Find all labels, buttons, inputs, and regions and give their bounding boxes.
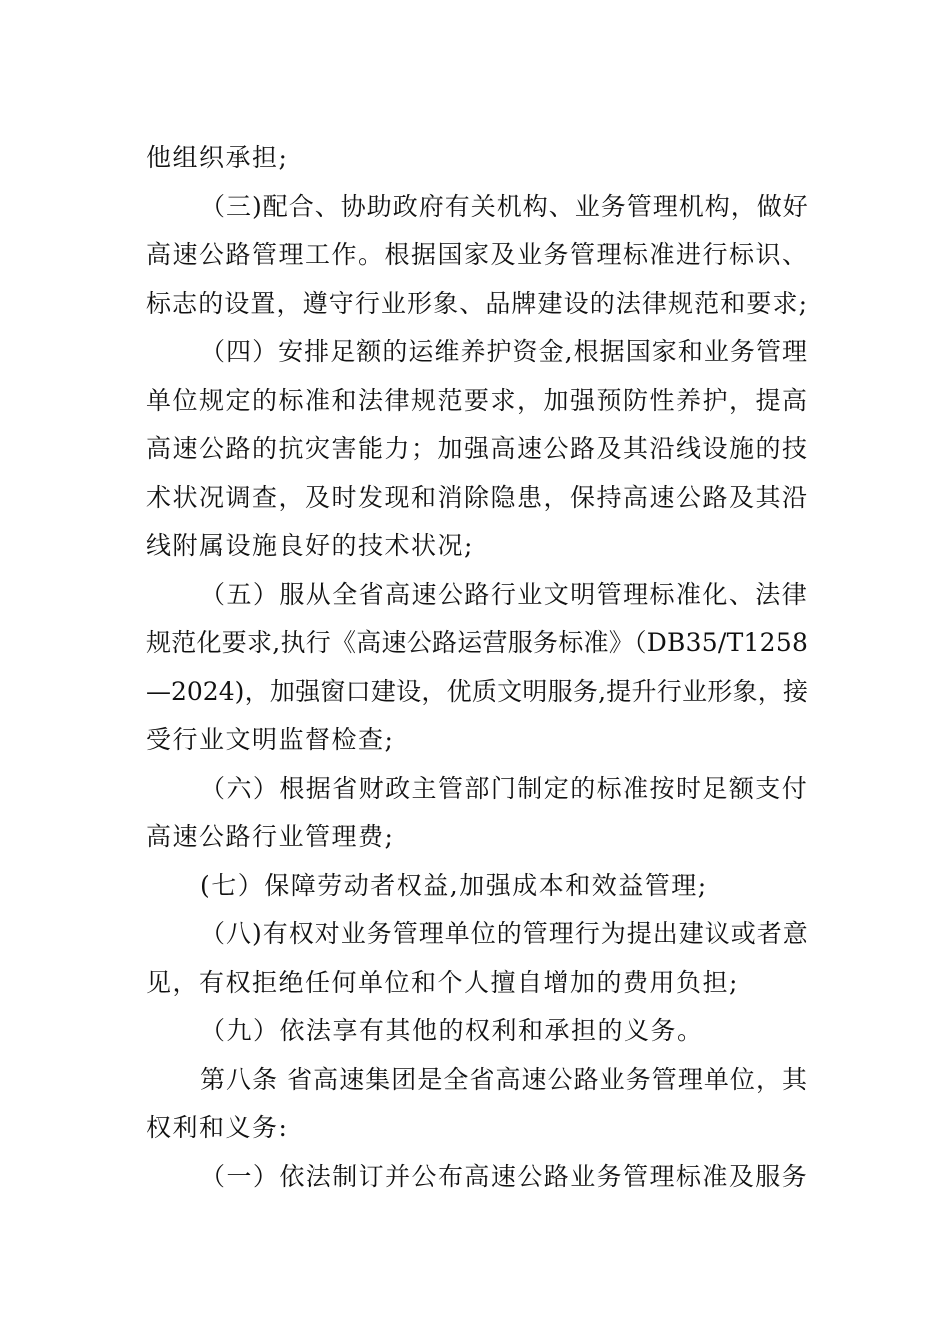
text-line: （八)有权对业务管理单位的管理行为提出建议或者意 — [200, 919, 809, 948]
document-body — [146, 134, 808, 1201]
text-line: 权利和义务: — [146, 1113, 289, 1142]
text-line: 线附属设施良好的技术状况; — [146, 531, 474, 560]
text-line: (七）保障劳动者权益,加强成本和效益管理; — [200, 870, 708, 900]
text-line: （一）依法制订并公布高速公路业务管理标准及服务 — [200, 1161, 808, 1191]
text-line: 他组织承担; — [146, 143, 289, 172]
text-line: 第八条 省高速集团是全省高速公路业务管理单位，其 — [200, 1064, 808, 1094]
text-line: （四）安排足额的运维养护资金,根据国家和业务管理 — [200, 337, 808, 366]
text-line: （九）依法享有其他的权利和承担的义务。 — [200, 1016, 704, 1045]
text-line: 规范化要求,执行《高速公路运营服务标准》（DB35/T1258 — [146, 628, 809, 657]
text-line: （五）服从全省高速公路行业文明管理标准化、法律 — [200, 579, 808, 609]
text-line: —2024)，加强窗口建设，优质文明服务,提升行业形象，接 — [146, 676, 808, 706]
text-line: 标志的设置，遵守行业形象、品牌建设的法律规范和要求; — [146, 288, 808, 318]
text-line: （三)配合、协助政府有关机构、业务管理机构，做好 — [200, 191, 809, 221]
text-line: 高速公路管理工作。根据国家及业务管理标准进行标识、 — [146, 240, 809, 269]
text-line: 受行业文明监督检查; — [146, 725, 395, 754]
text-line: （六）根据省财政主管部门制定的标准按时足额支付 — [200, 773, 808, 803]
text-line: 见，有权拒绝任何单位和个人擅自增加的费用负担; — [146, 967, 739, 997]
text-line: 术状况调查，及时发现和消除隐患，保持高速公路及其沿 — [146, 482, 809, 512]
text-line: 高速公路行业管理费; — [146, 822, 395, 851]
text-line: 单位规定的标准和法律规范要求，加强预防性养护，提高 — [146, 385, 809, 415]
text-line: 高速公路的抗灾害能力；加强高速公路及其沿线设施的技 — [146, 434, 809, 463]
